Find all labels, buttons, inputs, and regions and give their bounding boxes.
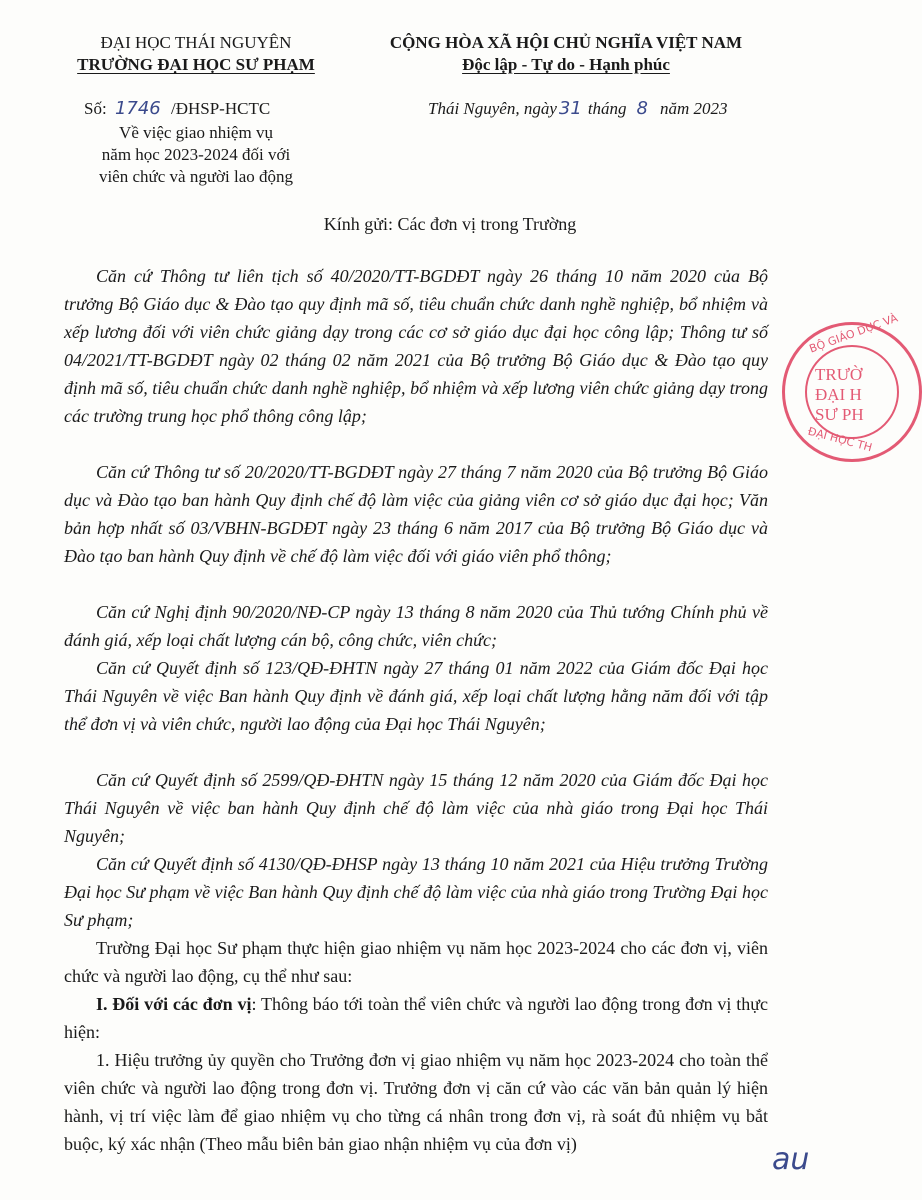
recipient-line: Kính gửi: Các đơn vị trong Trường [323, 214, 577, 234]
document-subject [60, 122, 332, 188]
country-motto-line1: CỘNG HÒA XÃ HỘI CHỦ NGHĨA VIỆT NAM [389, 33, 743, 52]
legal-basis-paragraph: Căn cứ Quyết định số 4130/QĐ-ĐHSP ngày 13 tháng 10 năm 2021 của Hiệu trưởng Trường Đại học Sư phạm về việc Ban hành Quy định chế độ làm việc của nhà giáo trong Trường Đại học Sư phạm; [64, 854, 768, 930]
legal-basis-paragraph: Căn cứ Quyết định số 2599/QĐ-ĐHTN ngày 15 tháng 12 năm 2020 của Giám đốc Đại học Thái Nguyên về việc ban hành Quy định chế độ làm việc của nhà giáo trong Đại học Thái Nguyên; [64, 770, 768, 846]
intro-paragraph: Trường Đại học Sư phạm thực hiện giao nhiệm vụ năm học 2023-2024 cho các đơn vị, viên chức và người lao động, cụ thể như sau: [64, 938, 768, 986]
university-name: ĐẠI HỌC THÁI NGUYÊN [100, 33, 292, 52]
item-one-paragraph: 1. Hiệu trưởng ủy quyền cho Trưởng đơn vị giao nhiệm vụ năm học 2023-2024 cho toàn thể viên chức và người lao động trong đơn vị. Trưởng đơn vị căn cứ vào các văn bản quản lý hiện hành, vị trí việc làm để giao nhiệm vụ cho từng cá nhân trong đơn vị, rà soát đủ nhiệm vụ bắt buộc, ký xác nhận (Theo mẫu biên bản giao nhận nhiệm vụ của đơn vị) [64, 1050, 768, 1154]
date-year: năm 2023 [660, 99, 728, 118]
legal-basis-paragraph: Căn cứ Thông tư liên tịch số 40/2020/TT-BGDĐT ngày 26 tháng 10 năm 2020 của Bộ trưởng Bộ Giáo dục & Đào tạo quy định mã số, tiêu chuẩn chức danh nghề nghiệp, bổ nhiệm và xếp lương đối với viên chức giảng dạy trong các cơ sở giáo dục đại học công lập; Thông tư số 04/2021/TT-BGDĐT ngày 02 tháng 02 năm 2021 của Bộ trưởng Bộ Giáo dục & Đào tạo quy định mã số, tiêu chuẩn chức danh nghề nghiệp, bổ nhiệm và xếp lương viên chức giảng dạy trong các trường trung học phổ thông công lập; [64, 266, 768, 426]
subject-line: năm học 2023-2024 đối với [101, 145, 291, 164]
legal-basis-paragraph: Căn cứ Nghị định 90/2020/NĐ-CP ngày 13 tháng 8 năm 2020 của Thủ tướng Chính phủ về đánh giá, xếp loại chất lượng cán bộ, công chức, viên chức; [64, 602, 768, 650]
doc-number-suffix: /ĐHSP-HCTC [171, 99, 271, 118]
document-date [428, 98, 788, 120]
stamp-top-text: BỘ GIÁO DỤC VÀ [807, 311, 900, 356]
stamp-center-text [815, 365, 864, 425]
doc-number-prefix: Số: [84, 99, 107, 118]
header-left [60, 32, 332, 76]
legal-basis-paragraph: Căn cứ Thông tư số 20/2020/TT-BGDĐT ngày 27 tháng 7 năm 2020 của Bộ trưởng Bộ Giáo dục và Đào tạo ban hành Quy định chế độ làm việc của giảng viên cơ sở giáo dục đại học; Văn bản hợp nhất số 03/VBHN-BGDĐT ngày 23 tháng 6 năm 2017 của Bộ trưởng Bộ Giáo dục và Đào tạo ban hành Quy định về chế độ làm việc đối với giáo viên phổ thông; [64, 462, 768, 566]
legal-basis-paragraph: Căn cứ Quyết định số 123/QĐ-ĐHTN ngày 27 tháng 01 năm 2022 của Giám đốc Đại học Thái Nguyên về việc Ban hành Quy định về đánh giá, xếp loại chất lượng hằng năm đối với tập thể đơn vị và viên chức, người lao động của Đại học Thái Nguyên; [64, 658, 768, 734]
document-number [84, 98, 324, 120]
subject-line: viên chức và người lao động [98, 167, 294, 186]
date-place: Thái Nguyên, ngày [428, 99, 557, 118]
header-right [340, 32, 792, 76]
stamp-line: ĐẠI H [815, 385, 862, 404]
date-month: 8 [636, 98, 648, 119]
stamp-line: TRƯỜ [815, 365, 863, 384]
handwritten-initials: au [772, 1142, 810, 1177]
school-name: TRƯỜNG ĐẠI HỌC SƯ PHẠM [77, 55, 315, 74]
section-one-paragraph [64, 990, 768, 1046]
date-day: 31 [558, 98, 582, 119]
date-month-label: tháng [587, 99, 627, 118]
doc-number-handwritten: 1746 [114, 98, 161, 119]
section-one-heading: I. Đối với các đơn vị [96, 994, 252, 1014]
country-motto-line2: Độc lập - Tự do - Hạnh phúc [462, 55, 670, 74]
stamp-line: SƯ PH [815, 405, 864, 424]
official-stamp [782, 311, 922, 462]
section-one-text: : Thông báo tới toàn thể viên chức và người lao động trong đơn vị thực hiện: [64, 994, 768, 1042]
subject-line: Về việc giao nhiệm vụ [119, 123, 273, 142]
stamp-bottom-text: ĐẠI HỌC TH [806, 424, 874, 455]
